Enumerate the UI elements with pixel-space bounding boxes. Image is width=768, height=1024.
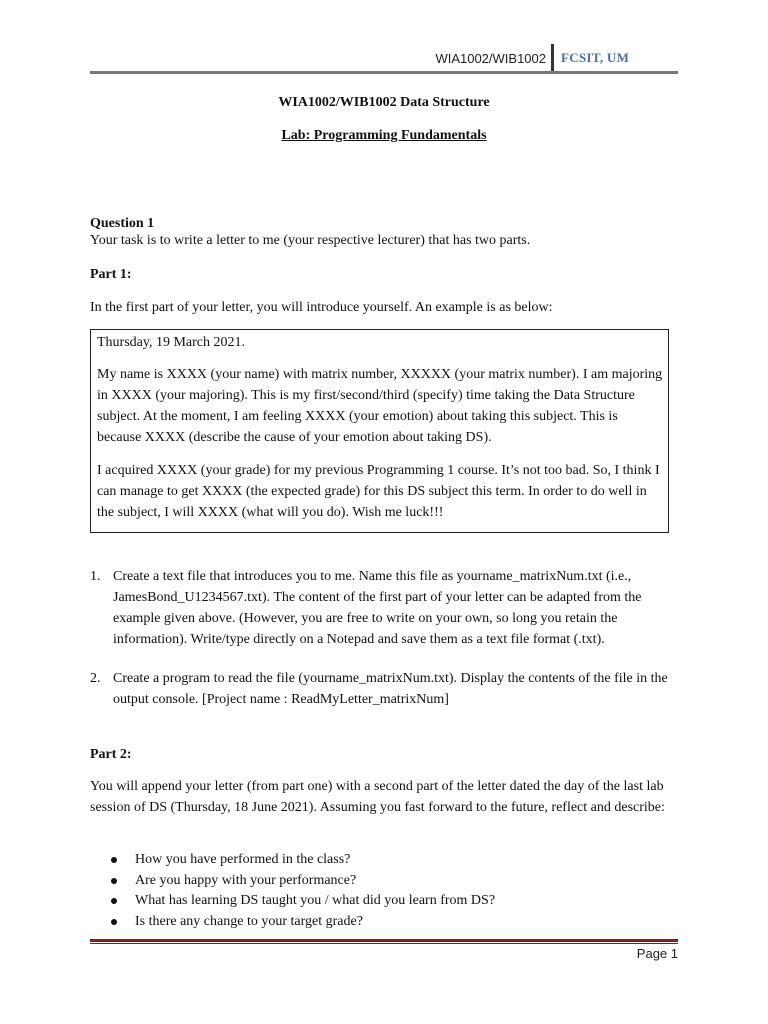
bullet-icon <box>111 919 117 925</box>
list-number: 1. <box>90 569 101 584</box>
letter-paragraph-2: I acquired XXXX (your grade) for my previous Programming 1 course. It’s not too bad. So, I think I can manage to get XXXX (the expected grade) for this DS subject this term. In order to do well in the subject, I will XXXX (what will you do). Wish me luck!!! <box>97 463 660 520</box>
list-item-text: Is there any change to your target grade? <box>135 914 363 930</box>
list-item-text: Create a text file that introduces you to me. Name this file as yourname_matrixNum.txt (i.e., JamesBond_U1234567.txt). The content of the first part of your letter can be adapted from the example given above. (However, you are free to write on your own, so long you retain the information). Write/type directly on a Notepad and save them as a text file format (.txt). <box>113 569 642 647</box>
list-number: 2. <box>90 671 101 686</box>
list-item <box>90 668 680 710</box>
part2-body: You will append your letter (from part one) with a second part of the letter dated the day of the last lab session of DS (Thursday, 18 June 2021). Assuming you fast forward to the future, reflect and describe: <box>90 779 665 815</box>
list-item <box>90 912 680 933</box>
header-separator <box>551 44 554 72</box>
document-title: WIA1002/WIB1002 Data Structure <box>278 95 490 110</box>
list-item-text: How you have performed in the class? <box>135 852 351 867</box>
list-item <box>90 566 680 650</box>
header-course-code: WIA1002/WIB1002 <box>435 51 546 66</box>
footer-rule <box>90 939 678 942</box>
lab-title: Lab: Programming Fundamentals <box>281 128 487 143</box>
list-item-text: Create a program to read the file (yourname_matrixNum.txt). Display the contents of the file in the output console. [Project name : ReadMyLetter_matrixNum] <box>113 671 668 707</box>
list-item-text: Are you happy with your performance? <box>135 872 357 888</box>
part1-heading: Part 1: <box>90 267 132 282</box>
header-faculty: FCSIT, UM <box>561 50 630 65</box>
part1-intro: In the first part of your letter, you will introduce yourself. An example is as below: <box>90 300 553 315</box>
list-item <box>90 891 680 912</box>
bullet-icon <box>111 878 117 884</box>
part2-heading: Part 2: <box>90 747 132 762</box>
letter-date: Thursday, 19 March 2021. <box>97 335 246 350</box>
example-letter-box <box>90 329 669 533</box>
part1-task-list <box>90 566 680 710</box>
question-heading: Question 1 <box>90 216 155 231</box>
page-number: Page 1 <box>636 946 678 961</box>
bullet-icon <box>111 898 117 904</box>
footer-rule-thin <box>90 943 678 944</box>
letter-paragraph-1: My name is XXXX (your name) with matrix number, XXXXX (your matrix number). I am majoring in XXXX (your majoring). This is my first/second/third (specify) time taking the Data Structure subject. At the moment, I am feeling XXXX (your emotion) about taking this subject. This is because XXXX (describe the cause of your emotion about taking DS). <box>97 367 663 445</box>
header-rule <box>90 71 678 74</box>
part2-bullet-list <box>90 850 680 933</box>
bullet-icon <box>111 857 117 863</box>
list-item <box>90 850 680 871</box>
list-item <box>90 871 680 892</box>
question-task: Your task is to write a letter to me (your respective lecturer) that has two parts. <box>90 233 531 248</box>
list-item-text: What has learning DS taught you / what did you learn from DS? <box>135 893 496 909</box>
